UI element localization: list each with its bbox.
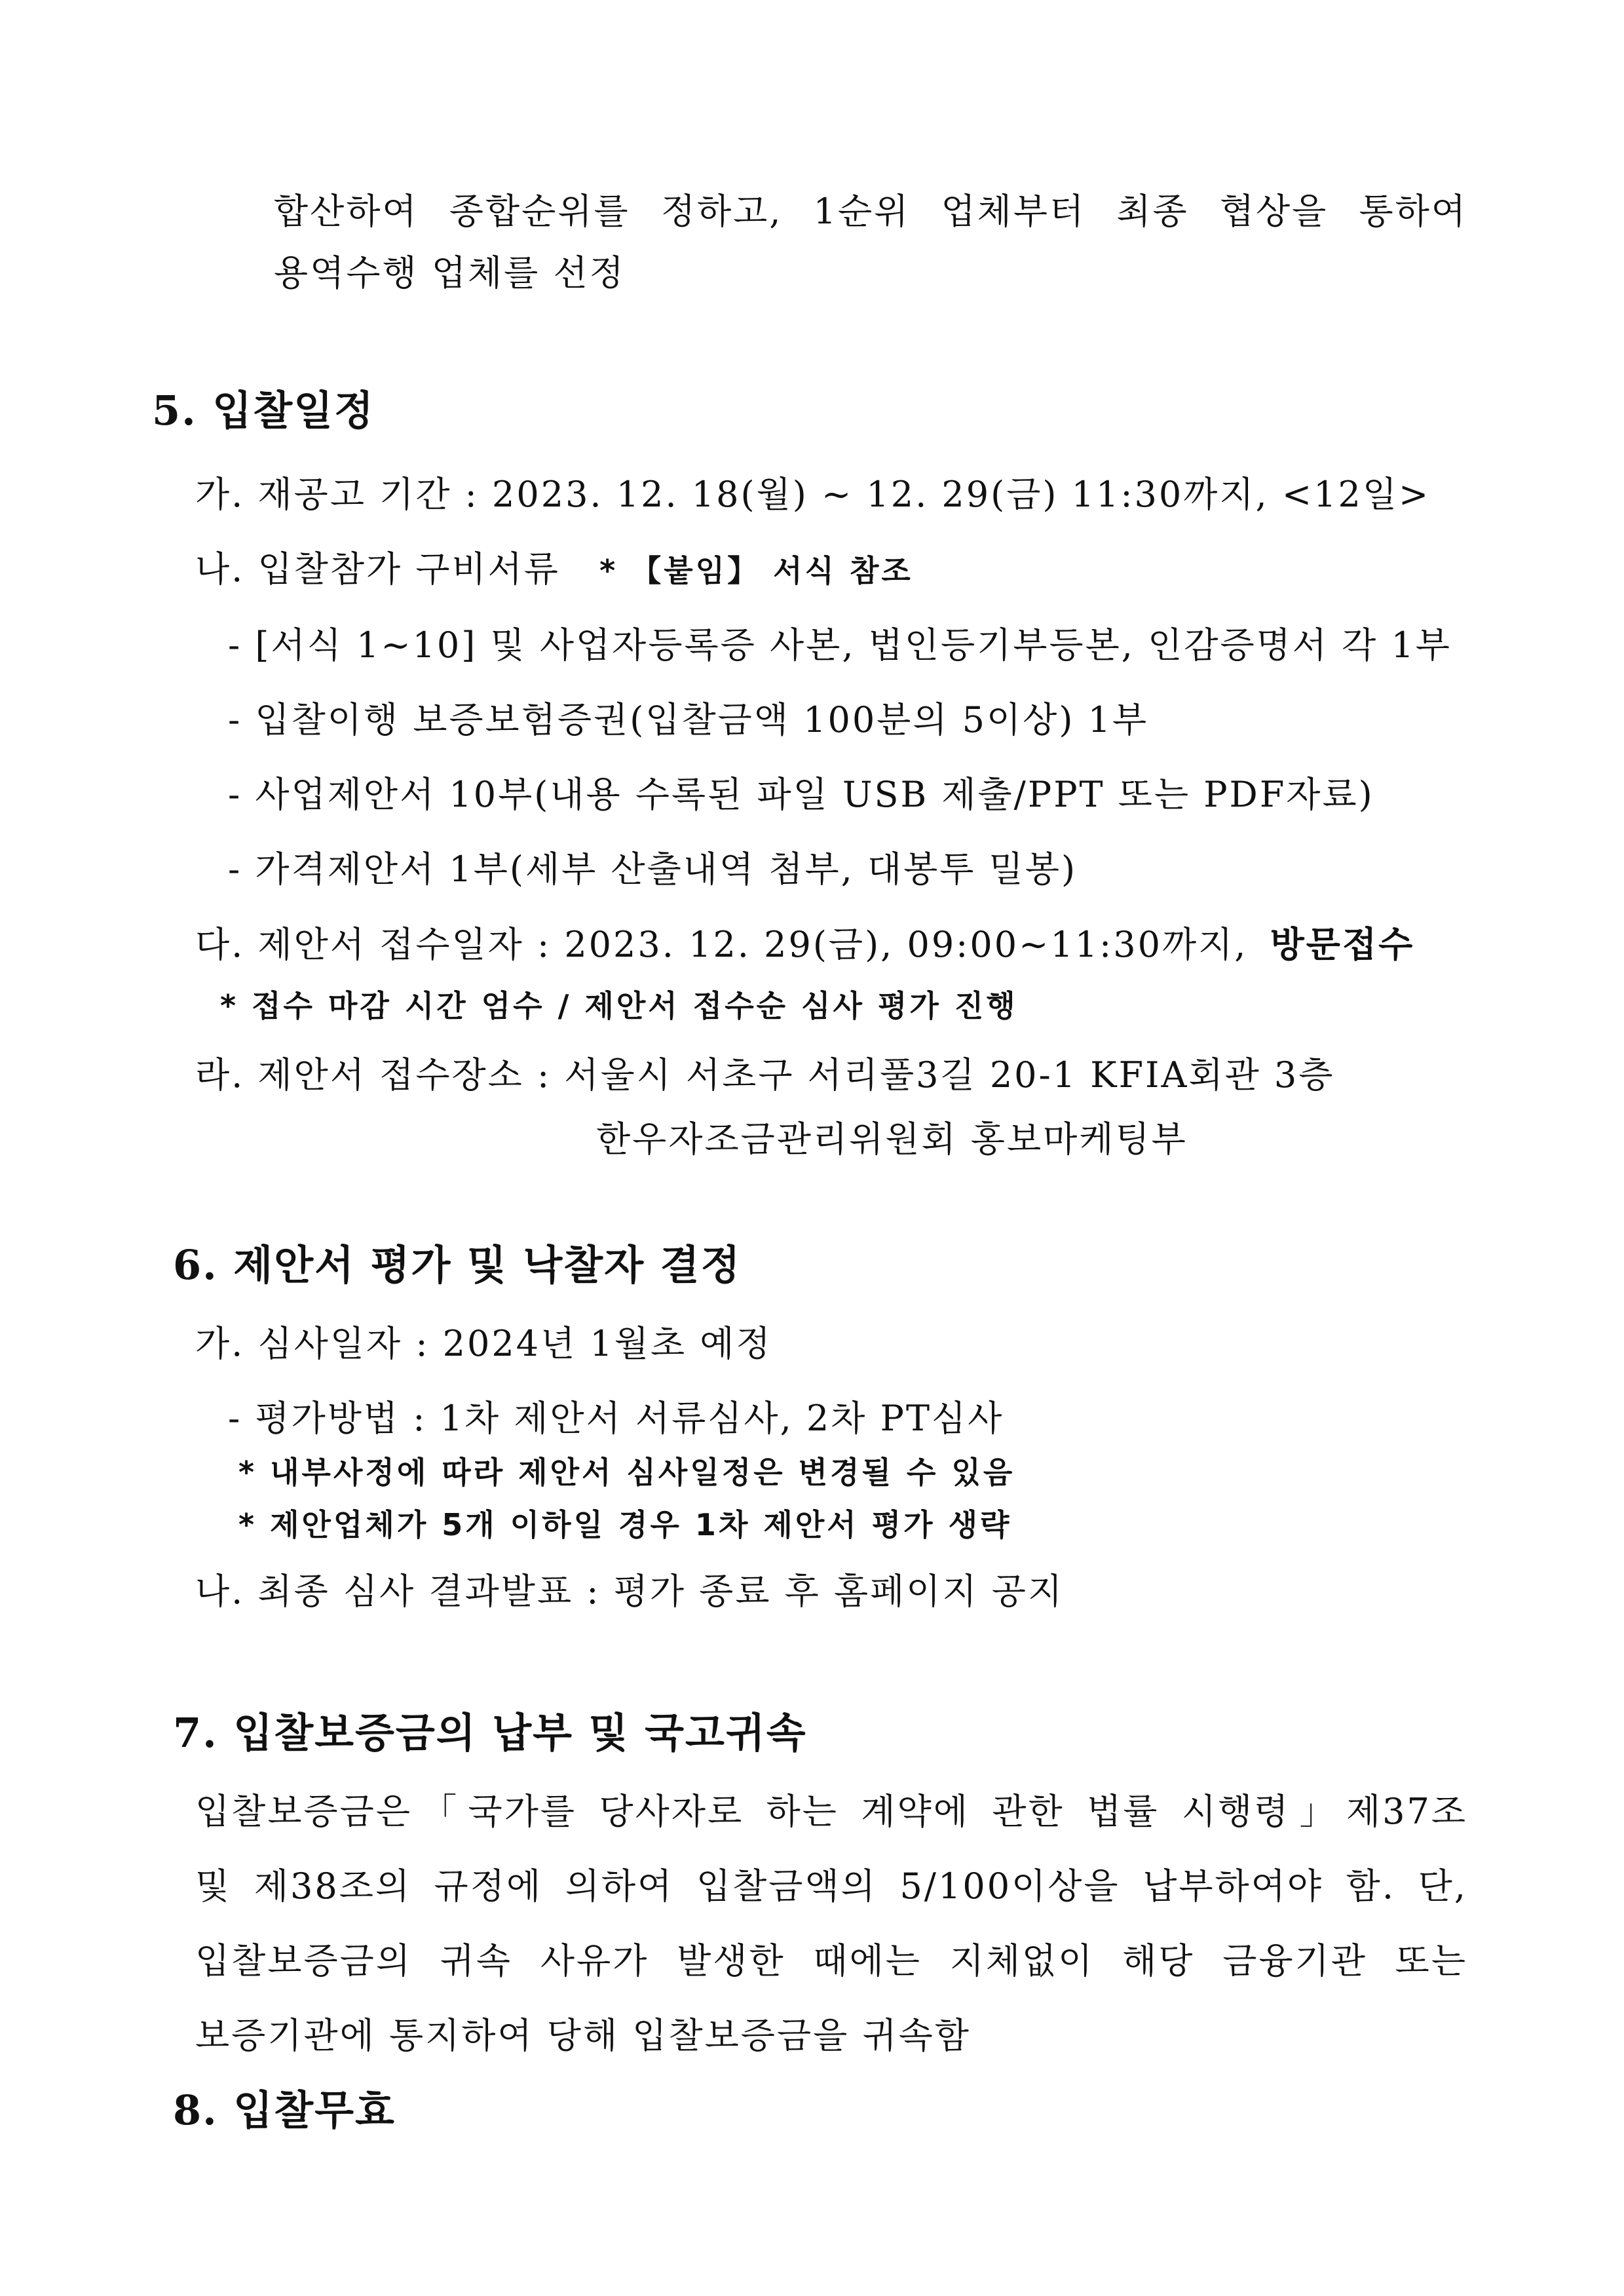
intro-line-2: 용역수행 업체를 선정: [274, 252, 626, 294]
s5-item-ga: 가. 재공고 기간 : 2023. 12. 18(월) ~ 12. 29(금) 11:30까지, <12일>: [195, 474, 1431, 515]
s5-item-ra-line-2: 한우자조금관리위원회 홍보마케팅부: [596, 1119, 1188, 1160]
section-7-title: 7. 입찰보증금의 납부 및 국고귀속: [173, 1709, 807, 1757]
s5-item-na: [195, 548, 913, 590]
s5-item-da-method: 방문접수: [1270, 923, 1415, 965]
section-8-title: 8. 입찰무효: [173, 2086, 396, 2134]
s5-da-note: * 접수 마감 시간 엄수 / 제안서 접수순 심사 평가 진행: [220, 988, 1018, 1024]
s6-method: - 평가방법 : 1차 제안서 서류심사, 2차 PT심사: [228, 1398, 1004, 1439]
s6-note-1: * 내부사정에 따라 제안서 심사일정은 변경될 수 있음: [238, 1455, 1015, 1490]
s5-item-na-text: 나. 입찰참가 구비서류: [195, 548, 560, 590]
s5-doc-3: - 사업제안서 10부(내용 수록된 파일 USB 제출/PPT 또는 PDF자료): [228, 774, 1374, 815]
s5-item-ra-line-1: 라. 제안서 접수장소 : 서울시 서초구 서리풀3길 20-1 KFIA회관 3층: [195, 1054, 1335, 1096]
s5-item-na-ref: * 【붙임】 서식 참조: [599, 553, 913, 588]
s7-paragraph-line-3: 입찰보증금의 귀속 사유가 발생한 때에는 지체없이 해당 금융기관 또는: [195, 1940, 1467, 1981]
s6-note-2: * 제안업체가 5개 이하일 경우 1차 제안서 평가 생략: [238, 1507, 1012, 1542]
section-5-title: 5. 입찰일정: [152, 387, 375, 434]
s5-doc-2: - 입찰이행 보증보험증권(입찰금액 100분의 5이상) 1부: [228, 699, 1149, 740]
s7-paragraph-line-1: 입찰보증금은「국가를 당사자로 하는 계약에 관한 법률 시행령」제37조: [195, 1791, 1467, 1832]
s5-item-da: [195, 923, 1415, 965]
s5-doc-4: - 가격제안서 1부(세부 산출내역 첨부, 대봉투 밀봉): [228, 849, 1078, 890]
s6-item-ga: 가. 심사일자 : 2024년 1월초 예정: [195, 1323, 772, 1364]
s7-paragraph-line-2: 및 제38조의 규정에 의하여 입찰금액의 5/100이상을 납부하여야 함. 단,: [195, 1866, 1467, 1907]
s5-item-da-text: 다. 제안서 접수일자 : 2023. 12. 29(금), 09:00~11:30까지,: [195, 924, 1248, 965]
s5-doc-1: - [서식 1~10] 및 사업자등록증 사본, 법인등기부등본, 인감증명서 각 1부: [228, 624, 1452, 666]
intro-line-1: 합산하여 종합순위를 정하고, 1순위 업체부터 최종 협상을 통하여: [274, 191, 1467, 232]
s6-item-na: 나. 최종 심사 결과발표 : 평가 종료 후 홈페이지 공지: [195, 1571, 1065, 1612]
section-6-title: 6. 제안서 평가 및 낙찰자 결정: [173, 1241, 742, 1289]
s7-paragraph-line-4: 보증기관에 통지하여 당해 입찰보증금을 귀속함: [195, 2015, 971, 2056]
